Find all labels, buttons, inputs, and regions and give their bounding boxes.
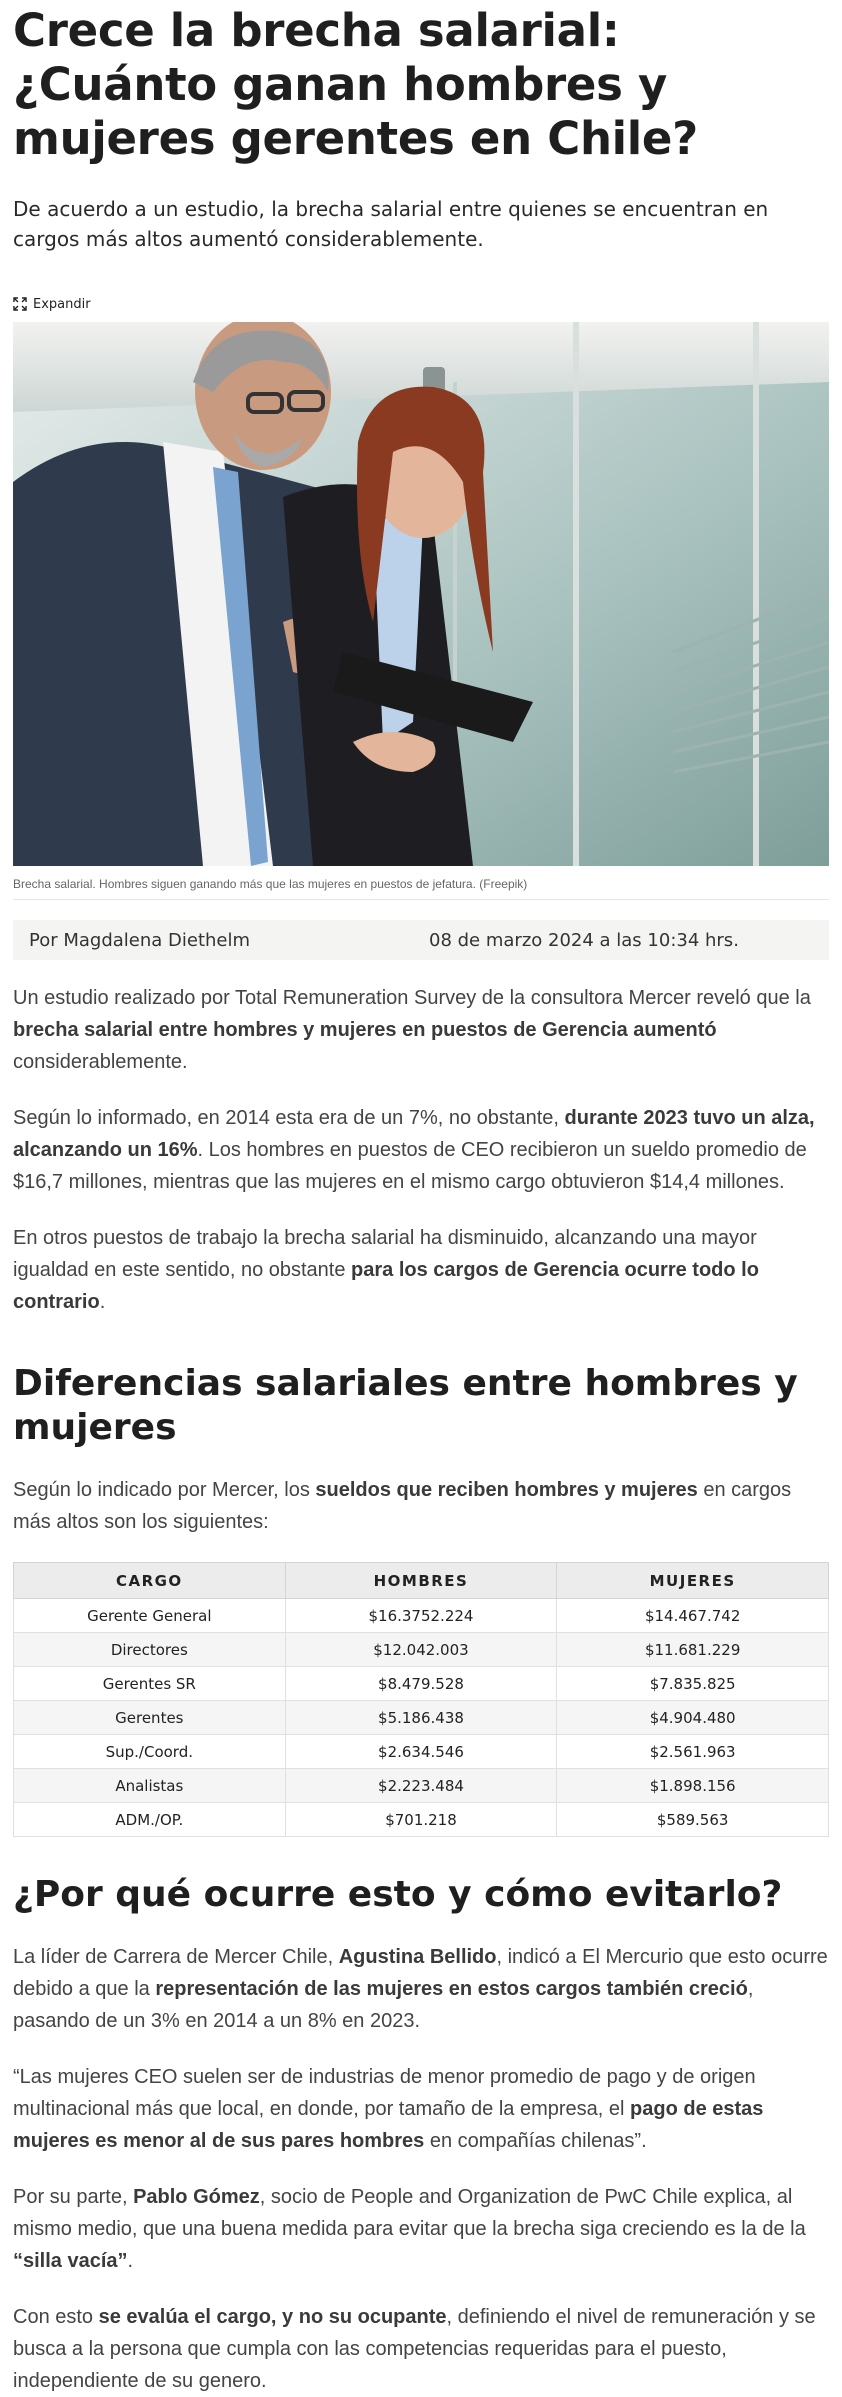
article-headline: Crece la brecha salarial: ¿Cuánto ganan hombres y mujeres gerentes en Chile? [13, 4, 698, 165]
text-run: La líder de Carrera de Mercer Chile, [13, 1946, 339, 1968]
text-run: , indicó a El Mercurio que esto ocurre debido a que la [13, 1946, 828, 2000]
table-row [14, 1667, 829, 1701]
header-hombres: HOMBRES [285, 1563, 557, 1599]
image-caption [13, 875, 829, 893]
cell-cargo: Gerentes [14, 1701, 286, 1735]
author-name[interactable]: Por Magdalena Diethelm [29, 929, 251, 951]
office-photo-illustration [13, 322, 829, 866]
expand-image-button[interactable] [13, 294, 829, 314]
bold-run: Agustina Bellido [338, 1946, 497, 1968]
text-run: Según lo informado, en 2014 esta era de un 7%, no obstante, [13, 1107, 565, 1129]
caption-text: Brecha salarial. Hombres siguen ganando más que las mujeres en puestos de jefatura. [13, 877, 476, 891]
caption-divider [13, 899, 829, 900]
text-run: , socio de People and Organization de PwC Chile explica, al mismo medio, que una buena medida para evitar que la brecha siga creciendo es la de la [13, 2186, 806, 2240]
cell-hombres: $2.634.546 [285, 1735, 557, 1769]
cell-cargo: Sup./Coord. [14, 1735, 286, 1769]
text-run: Por su parte, [13, 2186, 134, 2208]
cell-mujeres: $589.563 [557, 1803, 829, 1837]
text-run: Un estudio realizado por Total Remuneration Survey de la consultora Mercer reveló que la [13, 987, 811, 1009]
bold-run: durante 2023 tuvo un alza, alcanzando un 16% [13, 1107, 815, 1161]
cell-mujeres: $2.561.963 [557, 1735, 829, 1769]
bold-run: Pablo Gómez [133, 2186, 260, 2208]
bold-run: representación de las mujeres en estos cargos también creció [155, 1978, 748, 2000]
cell-hombres: $5.186.438 [285, 1701, 557, 1735]
table-row [14, 1633, 829, 1667]
text-run: . [99, 1291, 106, 1313]
table-row [14, 1701, 829, 1735]
paragraph-1 [13, 982, 829, 1078]
paragraph-7 [13, 2181, 829, 2277]
caption-credit: (Freepik) [479, 877, 528, 891]
bold-run: para los cargos de Gerencia ocurre todo lo contrario [13, 1259, 759, 1313]
header-cargo: CARGO [14, 1563, 286, 1599]
expand-label: Expandir [33, 296, 91, 312]
cell-mujeres: $11.681.229 [557, 1633, 829, 1667]
cell-hombres: $16.3752.224 [285, 1599, 557, 1633]
paragraph-5 [13, 1941, 829, 2037]
cell-mujeres: $14.467.742 [557, 1599, 829, 1633]
paragraph-4 [13, 1474, 829, 1538]
cell-cargo: Analistas [14, 1769, 286, 1803]
text-run: , pasando de un 3% en 2014 a un 8% en 2023. [13, 1978, 754, 2032]
publish-date: 08 de marzo 2024 a las 10:34 hrs. [429, 929, 739, 951]
salary-table [13, 1562, 829, 1837]
text-run: en compañías chilenas”. [424, 2130, 647, 2152]
text-run: , definiendo el nivel de remuneración y se busca a la persona que cumpla con las competencias requeridas para el puesto, independiente de su genero. [13, 2306, 816, 2392]
text-run: Según lo indicado por Mercer, los [13, 1479, 316, 1501]
header-mujeres: MUJERES [557, 1563, 829, 1599]
text-run: considerablemente. [13, 1051, 188, 1073]
cell-cargo: ADM./OP. [14, 1803, 286, 1837]
text-run: Con esto [13, 2306, 99, 2328]
article-subtitle: De acuerdo a un estudio, la brecha salarial entre quienes se encuentran en cargos más altos aumentó considerablemente. [13, 197, 769, 251]
bold-run: se evalúa el cargo, y no su ocupante [98, 2306, 447, 2328]
byline-bar [13, 920, 829, 960]
section-heading-why: ¿Por qué ocurre esto y cómo evitarlo? [13, 1874, 783, 1915]
article-photo[interactable] [13, 322, 829, 866]
table-row [14, 1769, 829, 1803]
paragraph-6 [13, 2061, 829, 2157]
paragraph-2 [13, 1102, 829, 1198]
text-run: “Las mujeres CEO suelen ser de industrias de menor promedio de pago y de origen multinacional más que local, en donde, por tamaño de la empresa, el [13, 2066, 756, 2120]
bold-run: “silla vacía” [13, 2250, 128, 2272]
bold-run: pago de estas mujeres es menor al de sus pares hombres [13, 2098, 764, 2152]
text-run: En otros puestos de trabajo la brecha salarial ha disminuido, alcanzando una mayor igualdad en este sentido, no obstante [13, 1227, 757, 1281]
table-header-row [14, 1563, 829, 1599]
cell-cargo: Gerentes SR [14, 1667, 286, 1701]
cell-hombres: $8.479.528 [285, 1667, 557, 1701]
section-heading-differences: Diferencias salariales entre hombres y mujeres [13, 1363, 798, 1448]
paragraph-3 [13, 1222, 829, 1318]
cell-cargo: Gerente General [14, 1599, 286, 1633]
text-run: . [127, 2250, 134, 2272]
paragraph-8 [13, 2301, 829, 2397]
bold-run: brecha salarial entre hombres y mujeres en puestos de Gerencia aumentó [13, 1019, 717, 1041]
cell-mujeres: $4.904.480 [557, 1701, 829, 1735]
table-row [14, 1735, 829, 1769]
table-row [14, 1803, 829, 1837]
text-run: en cargos más altos son los siguientes: [13, 1479, 792, 1533]
cell-hombres: $12.042.003 [285, 1633, 557, 1667]
expand-arrows-icon [13, 297, 27, 311]
cell-cargo: Directores [14, 1633, 286, 1667]
text-run: . Los hombres en puestos de CEO recibieron un sueldo promedio de $16,7 millones, mientras que las mujeres en el mismo cargo obtuvieron $14,4 millones. [13, 1139, 807, 1193]
table-row [14, 1599, 829, 1633]
cell-mujeres: $1.898.156 [557, 1769, 829, 1803]
cell-mujeres: $7.835.825 [557, 1667, 829, 1701]
cell-hombres: $2.223.484 [285, 1769, 557, 1803]
cell-hombres: $701.218 [285, 1803, 557, 1837]
bold-run: sueldos que reciben hombres y mujeres [315, 1479, 698, 1501]
